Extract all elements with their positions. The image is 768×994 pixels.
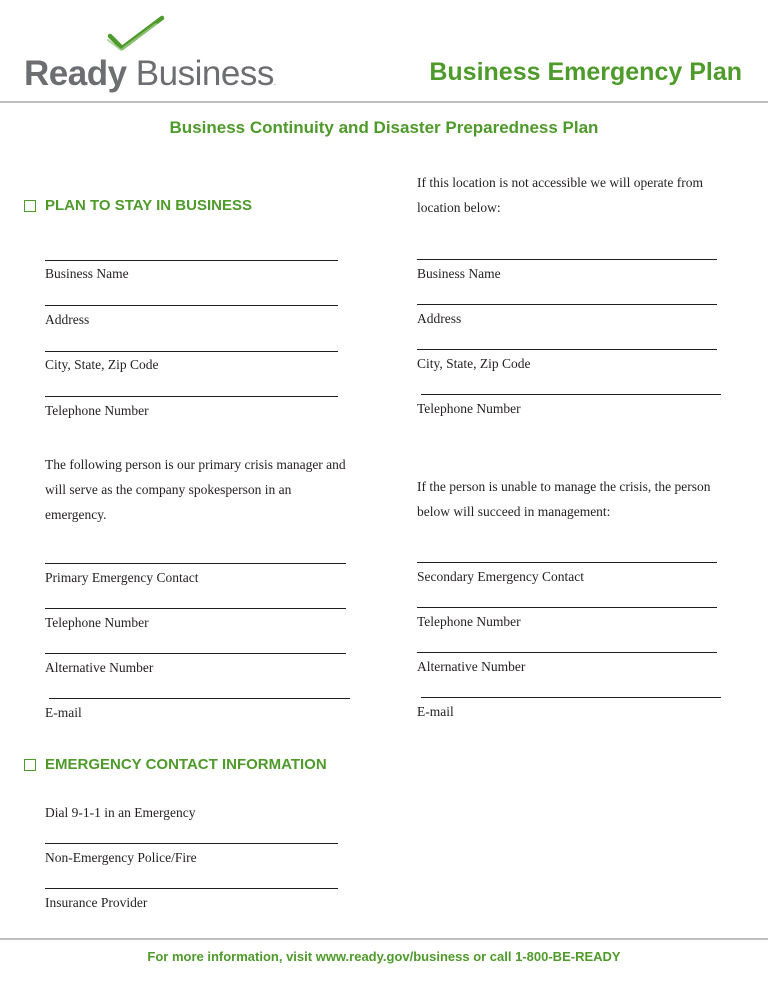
business-name-label: Business Name xyxy=(45,266,129,281)
logo-wordmark xyxy=(24,54,276,94)
alt-business-name-line[interactable] xyxy=(417,259,717,260)
alt-city-line[interactable] xyxy=(417,349,717,350)
primary-alt-line[interactable] xyxy=(45,653,346,654)
police-label: Non-Emergency Police/Fire xyxy=(45,850,197,865)
footer-text: For more information, visit www.ready.gov/business or call 1-800-BE-READY xyxy=(147,949,621,964)
section-title: PLAN TO STAY IN BUSINESS xyxy=(45,197,252,214)
telephone-line[interactable] xyxy=(45,396,338,397)
secondary-email-label: E-mail xyxy=(417,704,454,719)
telephone-label: Telephone Number xyxy=(45,403,149,418)
section-title: EMERGENCY CONTACT INFORMATION xyxy=(45,756,327,773)
primary-phone-label: Telephone Number xyxy=(45,615,149,630)
address-line[interactable] xyxy=(45,305,338,306)
succession-text: If the person is unable to manage the crisis, the person below will succeed in management: xyxy=(417,479,711,519)
logo-word-ready: Ready xyxy=(24,54,127,93)
alt-location-text: If this location is not accessible we will operate from location below: xyxy=(417,175,704,215)
address-label: Address xyxy=(45,312,90,327)
footer-divider xyxy=(0,938,768,940)
primary-email-line[interactable] xyxy=(49,698,350,699)
police-line[interactable] xyxy=(45,843,338,844)
ready-business-logo xyxy=(24,14,284,96)
secondary-contact-line[interactable] xyxy=(417,562,717,563)
primary-contact-line[interactable] xyxy=(45,563,346,564)
alt-address-line[interactable] xyxy=(417,304,717,305)
document-subtitle: Business Continuity and Disaster Preparedness Plan xyxy=(169,118,599,137)
crisis-manager-text: The following person is our primary crisis manager and will serve as the company spokesperson in an emergency. xyxy=(45,457,346,522)
primary-alt-label: Alternative Number xyxy=(45,660,154,675)
business-name-line[interactable] xyxy=(45,260,338,261)
section-checkbox[interactable] xyxy=(24,200,36,212)
secondary-alt-line[interactable] xyxy=(417,652,717,653)
alt-city-label: City, State, Zip Code xyxy=(417,356,531,371)
secondary-email-line[interactable] xyxy=(421,697,721,698)
primary-contact-label: Primary Emergency Contact xyxy=(45,570,199,585)
city-line[interactable] xyxy=(45,351,338,352)
dial-911-label: Dial 9-1-1 in an Emergency xyxy=(45,805,196,820)
city-label: City, State, Zip Code xyxy=(45,357,159,372)
primary-email-label: E-mail xyxy=(45,705,82,720)
alt-address-label: Address xyxy=(417,311,462,326)
checkmark-icon xyxy=(106,14,166,52)
alt-telephone-line[interactable] xyxy=(421,394,721,395)
section-emergency-contact xyxy=(24,756,327,773)
secondary-phone-line[interactable] xyxy=(417,607,717,608)
logo-word-business: Business xyxy=(135,54,274,93)
secondary-alt-label: Alternative Number xyxy=(417,659,526,674)
header-divider xyxy=(0,101,768,103)
secondary-contact-label: Secondary Emergency Contact xyxy=(417,569,584,584)
alt-telephone-label: Telephone Number xyxy=(417,401,521,416)
insurance-label: Insurance Provider xyxy=(45,895,148,910)
document-title: Business Emergency Plan xyxy=(429,58,742,86)
secondary-phone-label: Telephone Number xyxy=(417,614,521,629)
alt-business-name-label: Business Name xyxy=(417,266,501,281)
insurance-line[interactable] xyxy=(45,888,338,889)
primary-phone-line[interactable] xyxy=(45,608,346,609)
logo-mark: . xyxy=(273,78,276,87)
section-checkbox[interactable] xyxy=(24,759,36,771)
section-plan-to-stay xyxy=(24,197,252,214)
